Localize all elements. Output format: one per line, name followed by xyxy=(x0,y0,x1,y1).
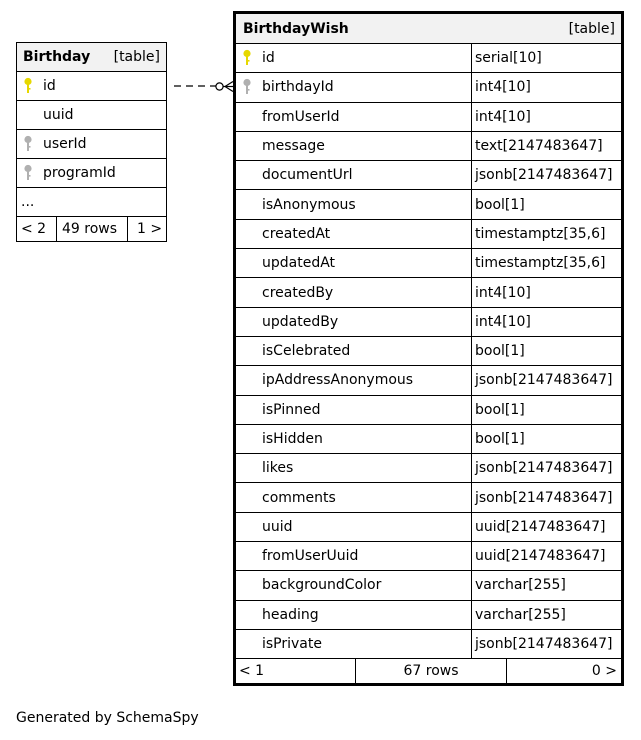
column-type: serial[10] xyxy=(471,44,621,72)
column-name: userId xyxy=(43,136,87,152)
column-name: uuid xyxy=(43,107,74,123)
column-type: jsonb[2147483647] xyxy=(471,483,621,511)
column-name: message xyxy=(262,138,325,155)
column-type: uuid[2147483647] xyxy=(471,513,621,541)
column-type: int4[10] xyxy=(471,278,621,306)
column-name: id xyxy=(43,78,56,94)
column-name: likes xyxy=(262,460,294,477)
row-count: 67 rows xyxy=(356,659,507,683)
table-name: BirthdayWish xyxy=(243,20,349,37)
generated-by-caption: Generated by SchemaSpy xyxy=(16,710,199,726)
column-type: bool[1] xyxy=(471,396,621,424)
column-type: int4[10] xyxy=(471,103,621,131)
row-count: 49 rows xyxy=(57,217,128,241)
column-name: id xyxy=(262,50,275,67)
column-name: birthdayId xyxy=(262,79,334,96)
column-type: varchar[255] xyxy=(471,571,621,599)
column-name: documentUrl xyxy=(262,167,353,184)
table-kind: [table] xyxy=(113,49,160,65)
column-type: jsonb[2147483647] xyxy=(471,366,621,394)
children-count: 0 > xyxy=(591,663,617,680)
column-name: backgroundColor xyxy=(262,577,382,594)
column-name: isPinned xyxy=(262,401,321,418)
column-name: updatedAt xyxy=(262,255,336,272)
column-name: comments xyxy=(262,489,336,506)
column-name: fromUserUuid xyxy=(262,548,359,565)
column-type: jsonb[2147483647] xyxy=(471,161,621,189)
column-name: uuid xyxy=(262,518,293,535)
connector-zero-marker xyxy=(216,83,223,90)
column-name: isCelebrated xyxy=(262,343,351,360)
column-type: timestamptz[35,6] xyxy=(471,249,621,277)
column-type: timestamptz[35,6] xyxy=(471,220,621,248)
column-type: int4[10] xyxy=(471,308,621,336)
connector-crowfoot xyxy=(225,82,233,87)
column-type: jsonb[2147483647] xyxy=(471,454,621,482)
column-type: varchar[255] xyxy=(471,601,621,629)
column-name: ipAddressAnonymous xyxy=(262,372,414,389)
table-name: Birthday xyxy=(23,49,91,65)
column-name: fromUserId xyxy=(262,108,340,125)
column-type: bool[1] xyxy=(471,337,621,365)
column-name: updatedBy xyxy=(262,313,339,330)
parents-count: < 1 xyxy=(236,659,356,683)
column-name: isAnonymous xyxy=(262,196,356,213)
column-name: isPrivate xyxy=(262,636,322,653)
column-type: text[2147483647] xyxy=(471,132,621,160)
children-count: 1 > xyxy=(137,221,163,237)
table-kind: [table] xyxy=(568,20,615,37)
column-name: createdAt xyxy=(262,225,331,242)
ellipsis-text: ... xyxy=(21,194,35,210)
column-type: bool[1] xyxy=(471,190,621,218)
column-name: createdBy xyxy=(262,284,334,301)
column-type: bool[1] xyxy=(471,425,621,453)
column-type: int4[10] xyxy=(471,73,621,101)
column-type: jsonb[2147483647] xyxy=(471,630,621,658)
column-name: isHidden xyxy=(262,431,323,447)
column-name: programId xyxy=(43,165,116,181)
parents-count: < 2 xyxy=(17,217,57,241)
column-type: uuid[2147483647] xyxy=(471,542,621,570)
connector-crowfoot xyxy=(225,87,233,92)
column-name: heading xyxy=(262,606,319,623)
